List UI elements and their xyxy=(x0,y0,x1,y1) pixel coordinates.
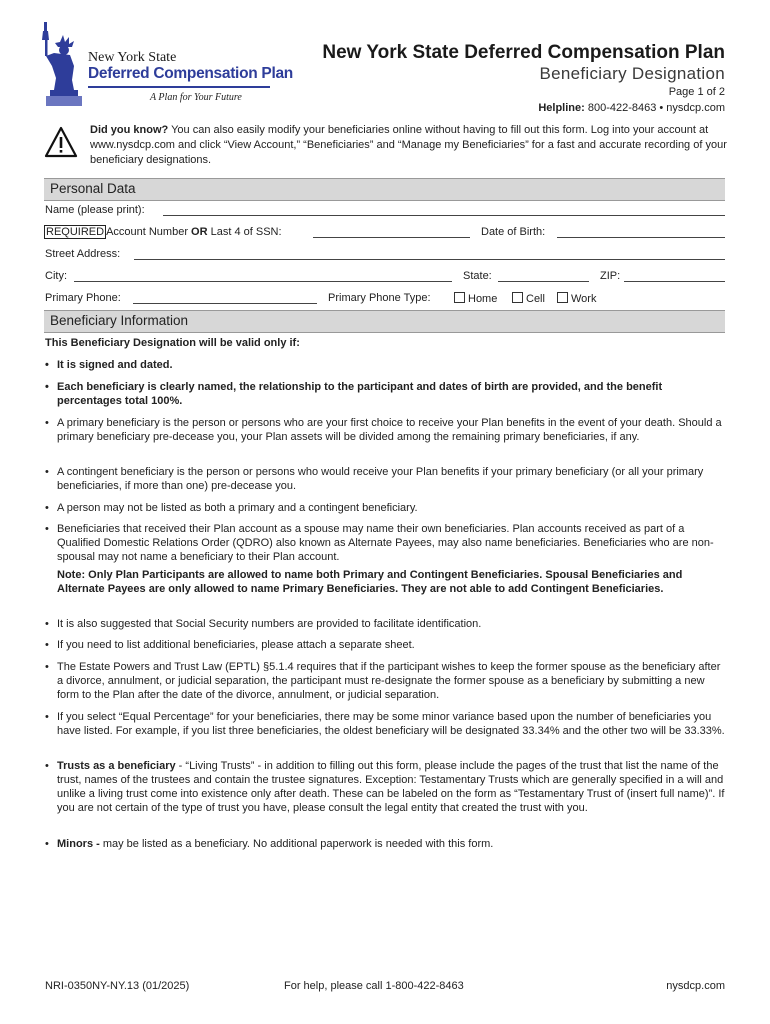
zip-label: ZIP: xyxy=(600,270,621,282)
org-tagline: A Plan for Your Future xyxy=(150,92,242,103)
bullet-text: If you need to list additional beneficiaries, please attach a separate sheet. xyxy=(57,639,415,651)
home-checkbox[interactable] xyxy=(454,292,465,303)
account-label xyxy=(44,226,282,238)
bullet: • xyxy=(45,502,49,514)
phone-type-label: Primary Phone Type: xyxy=(328,292,431,304)
did-you-know-notice xyxy=(90,123,730,168)
bullet-text xyxy=(57,837,725,851)
primary-phone-field[interactable] xyxy=(133,303,317,304)
account-label-text: Account Number xyxy=(106,226,192,238)
bullet: • xyxy=(45,760,49,772)
cell-label: Cell xyxy=(526,293,545,305)
bullet-text: It is also suggested that Social Security numbers are provided to facilitate identification. xyxy=(57,618,482,630)
note-text: Note: Only Plan Participants are allowed to name both Primary and Contingent Beneficiaries. Spousal Beneficiaries and Alternate Payees are only allowed to name Primary Beneficiaries. They are not able to add Contingent Beneficiaries. xyxy=(57,569,683,595)
minors-lead: Minors - xyxy=(57,838,100,850)
bullet: • xyxy=(45,359,49,371)
work-checkbox[interactable] xyxy=(557,292,568,303)
nysdcp-logo xyxy=(40,20,293,108)
bullet: • xyxy=(45,523,49,535)
city-field[interactable] xyxy=(74,281,452,282)
org-name-line1: New York State xyxy=(88,50,177,65)
bullet: • xyxy=(45,838,49,850)
helpline-label: Helpline: xyxy=(538,102,585,114)
logo-rule xyxy=(88,86,270,88)
phone-label: Primary Phone: xyxy=(45,292,121,304)
account-or: OR xyxy=(191,226,208,238)
beneficiary-title: Beneficiary Information xyxy=(50,313,189,328)
name-field[interactable] xyxy=(163,215,725,216)
warning-triangle-icon xyxy=(44,126,78,158)
bullet: • xyxy=(45,618,49,630)
bullet: • xyxy=(45,661,49,673)
dob-label: Date of Birth: xyxy=(481,226,546,238)
bullet-text: A person may not be listed as both a primary and a contingent beneficiary. xyxy=(57,502,418,514)
beneficiary-intro: This Beneficiary Designation will be valid only if: xyxy=(45,337,300,349)
helpline-value: 800-422-8463 • nysdcp.com xyxy=(587,102,725,114)
org-name-line2: Deferred Compensation Plan xyxy=(88,65,293,82)
bullet: • xyxy=(45,466,49,478)
bullet-text: A primary beneficiary is the person or persons who are your first choice to receive your Plan benefits in the event of your death. Should a primary beneficiary pre-decease you, your Plan assets will be divided among the remaining primary beneficiaries, if any. xyxy=(57,417,722,443)
footer-site: nysdcp.com xyxy=(666,980,725,992)
name-label: Name (please print): xyxy=(45,204,145,216)
beneficiary-section-bar xyxy=(44,310,725,333)
minors-text: may be listed as a beneficiary. No additional paperwork is needed with this form. xyxy=(99,838,494,850)
phone-type-home[interactable] xyxy=(454,292,497,305)
state-field[interactable] xyxy=(498,281,589,282)
form-subtitle: Beneficiary Designation xyxy=(539,64,725,83)
personal-data-section-bar xyxy=(44,178,725,201)
statue-of-liberty-icon xyxy=(40,20,86,106)
phone-type-cell[interactable] xyxy=(512,292,545,305)
street-label: Street Address: xyxy=(45,248,121,260)
required-tag: REQUIRED xyxy=(46,226,105,238)
cell-checkbox[interactable] xyxy=(512,292,523,303)
phone-type-work[interactable] xyxy=(557,292,596,305)
bullet: • xyxy=(45,711,49,723)
account-label-ssn: Last 4 of SSN: xyxy=(207,226,282,238)
zip-field[interactable] xyxy=(624,281,725,282)
notice-text: You can also easily modify your beneficiaries online without having to fill out this form. Log into your account at www.nysdcp.com and click “View Account,” “Beneficiaries” and “Manage my Beneficiaries” for a fast and accurate recording of your beneficiary designations. xyxy=(90,124,727,166)
footer-help: For help, please call 1-800-422-8463 xyxy=(284,980,464,992)
notice-lead: Did you know? xyxy=(90,124,169,136)
bullet-text: If you select “Equal Percentage” for your beneficiaries, there may be some minor variance based upon the number of beneficiaries you have listed. For example, if you list three beneficiaries, the oldest beneficiary will be designated 33.34% and the other two will be 33.33%. xyxy=(57,711,725,737)
bullet: • xyxy=(45,639,49,651)
city-label: City: xyxy=(45,270,67,282)
state-label: State: xyxy=(463,270,492,282)
bullet-text: Beneficiaries that received their Plan account as a spouse may name their own beneficiaries. Plan accounts received as part of a Qualified Domestic Relations Order (QDRO) also known as Alternate Payees, may also name beneficiaries. Beneficiaries who are non-spousal may not name a beneficiary to their Plan account. xyxy=(57,523,714,563)
personal-data-title: Personal Data xyxy=(50,181,136,196)
home-label: Home xyxy=(468,293,498,305)
account-number-field[interactable] xyxy=(313,237,470,238)
work-label: Work xyxy=(571,293,597,305)
street-address-field[interactable] xyxy=(134,259,725,260)
helpline xyxy=(538,102,725,114)
bullet-text: Each beneficiary is clearly named, the relationship to the participant and dates of birth are provided, and the benefit percentages total 100%. xyxy=(57,381,663,407)
bullet: • xyxy=(45,417,49,429)
bullet-text xyxy=(57,759,725,815)
bullet: • xyxy=(45,381,49,393)
bullet-text: A contingent beneficiary is the person or persons who would receive your Plan benefits if your primary beneficiary (or all your primary beneficiaries, if more than one) pre-decease you. xyxy=(57,466,704,492)
trusts-lead: Trusts as a beneficiary xyxy=(57,760,176,772)
trusts-text: - “Living Trusts” - in addition to filling out this form, please include the pages of the trust that list the name of the trust, names of the trustees and contain the trustee signatures. Exception: Testamentary Trusts which are generally specified in a will and unlike a living trust come into existence only after death. These can be labeled on the form as “Testamentary Trust of (insert full name)”. If you are not certain of the type of trust you have, please consult the legal entity that created the trust with you. xyxy=(57,760,725,814)
date-of-birth-field[interactable] xyxy=(557,237,725,238)
form-title: New York State Deferred Compensation Plan xyxy=(322,42,725,63)
page-number: Page 1 of 2 xyxy=(668,86,725,98)
bullet-text: The Estate Powers and Trust Law (EPTL) §5.1.4 requires that if the participant wishes to keep the former spouse as the beneficiary after a divorce, annulment, or judicial separation, the participant must re-designate the former spouse as a beneficiary by submitting a new form to the Plan after the date of the divorce, annulment, or judicial separation. xyxy=(57,661,721,701)
form-id: NRI-0350NY-NY.13 (01/2025) xyxy=(45,980,190,992)
bullet-text: It is signed and dated. xyxy=(57,359,173,371)
